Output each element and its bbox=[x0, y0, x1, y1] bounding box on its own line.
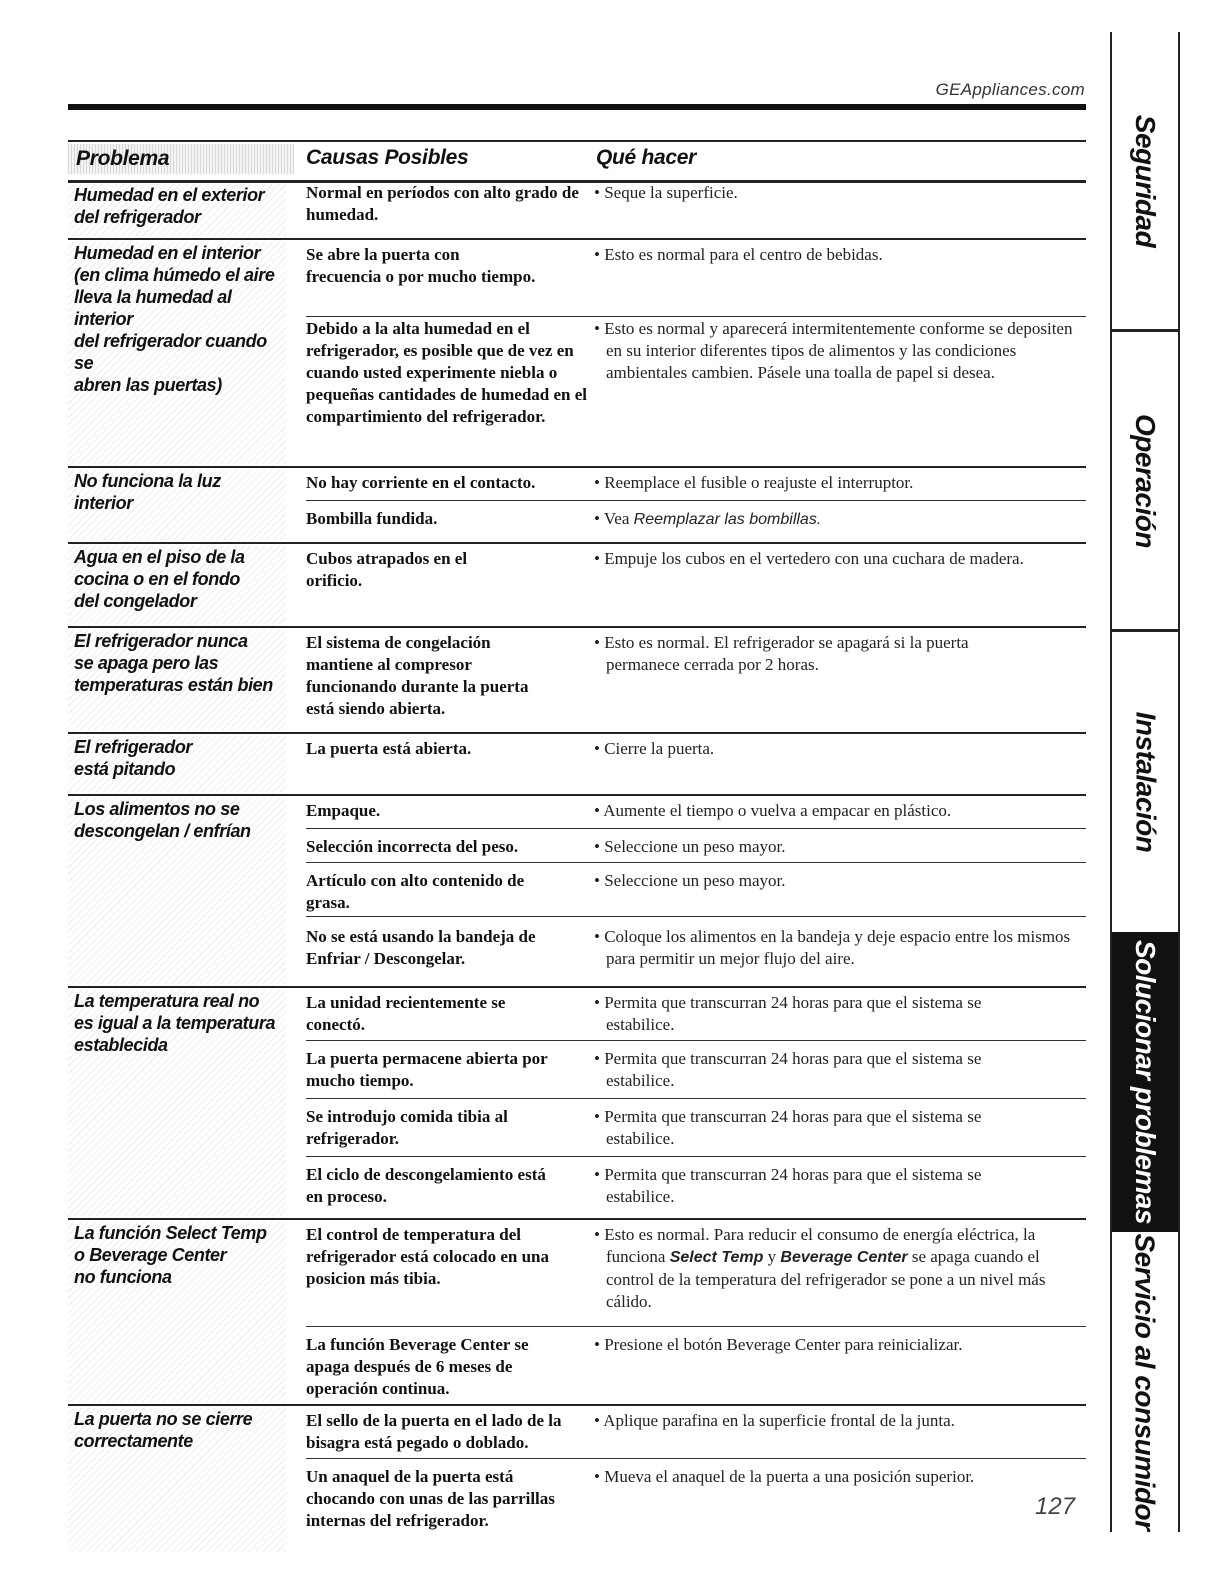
cause-text: El sello de la puerta en el lado de la bisagra está pegado o doblado. bbox=[306, 1411, 562, 1452]
problem-label: La puerta no se cierre correctamente bbox=[68, 1408, 286, 1552]
table-row bbox=[68, 466, 1086, 542]
cause-text: Artículo con alto contenido de grasa. bbox=[306, 871, 525, 912]
fix-text: • Mueva el anaquel de la puerta a una posición superior. bbox=[594, 1466, 1086, 1488]
cause-text: La unidad recientemente se conectó. bbox=[306, 993, 506, 1034]
problem-label: La temperatura real no es igual a la temperatura establecida bbox=[68, 990, 286, 1216]
fix-text: • Esto es normal. Para reducir el consumo de energía eléctrica, la funciona Select Temp y Beverage Center se apaga cuando el control de la temperatura del refrigerador se pone a un nivel más cálido. bbox=[594, 1224, 1064, 1313]
problem-label: El refrigerador nunca se apaga pero las temperaturas están bien bbox=[68, 630, 286, 730]
cause-text: Bombilla fundida. bbox=[306, 509, 438, 528]
fix-text: • Esto es normal y aparecerá intermitentemente conforme se depositen en su interior diferentes tipos de alimentos y las condiciones ambientales cambien. Pásele una toalla de papel si desea. bbox=[594, 318, 1086, 384]
table-row bbox=[68, 1404, 1086, 1554]
table-row bbox=[68, 986, 1086, 1218]
item-divider bbox=[306, 1458, 1086, 1459]
tab-seguridad[interactable]: Seguridad bbox=[1112, 32, 1178, 332]
problem-label: Humedad en el exterior del refrigerador bbox=[68, 184, 286, 236]
item-divider bbox=[306, 1098, 1086, 1099]
cause-text: Empaque. bbox=[306, 801, 381, 820]
fix-text: • Seleccione un peso mayor. bbox=[594, 836, 1086, 858]
row-divider bbox=[68, 1218, 1086, 1220]
cause-text: La función Beverage Center se apaga después de 6 meses de operación continua. bbox=[306, 1335, 529, 1398]
item-divider bbox=[306, 500, 1086, 501]
fix-text: • Seque la superficie. bbox=[594, 182, 1086, 204]
table-header bbox=[68, 140, 1086, 183]
table-row bbox=[68, 238, 1086, 466]
table-row bbox=[68, 626, 1086, 732]
section-tabs bbox=[1110, 32, 1180, 1532]
fix-text: • Cierre la puerta. bbox=[594, 738, 1086, 760]
cause-text: Selección incorrecta del peso. bbox=[306, 837, 519, 856]
item-divider bbox=[306, 862, 1086, 863]
item-divider bbox=[306, 1326, 1086, 1327]
item-divider bbox=[306, 316, 1086, 317]
row-divider bbox=[68, 542, 1086, 544]
table-row bbox=[68, 1218, 1086, 1404]
item-divider bbox=[306, 916, 1086, 917]
cause-text: Cubos atrapados en el orificio. bbox=[306, 549, 468, 590]
tab-instalacion[interactable]: Instalación bbox=[1130, 711, 1162, 853]
row-divider bbox=[68, 794, 1086, 796]
problem-label: El refrigerador está pitando bbox=[68, 736, 286, 792]
problem-label: La función Select Temp o Beverage Center no funciona bbox=[68, 1222, 286, 1402]
fix-text: • Reemplace el fusible o reajuste el interruptor. bbox=[594, 472, 1086, 494]
fix-text: • Esto es normal para el centro de bebidas. bbox=[594, 244, 1086, 266]
row-divider bbox=[68, 986, 1086, 988]
cause-text: El ciclo de descongelamiento está en proceso. bbox=[306, 1165, 546, 1206]
cause-text: Se introdujo comida tibia al refrigerador. bbox=[306, 1107, 508, 1148]
fix-text: • Aplique parafina en la superficie frontal de la junta. bbox=[594, 1410, 1086, 1432]
cause-text: El control de temperatura del refrigerador está colocado en una posicion más tibia. bbox=[306, 1225, 549, 1288]
fix-text: • Presione el botón Beverage Center para reinicializar. bbox=[594, 1334, 1086, 1356]
cause-text: No se está usando la bandeja de Enfriar / Descongelar. bbox=[306, 927, 536, 968]
table-row bbox=[68, 542, 1086, 626]
row-divider bbox=[68, 626, 1086, 628]
table-row bbox=[68, 732, 1086, 794]
fix-text: • Permita que transcurran 24 horas para que el sistema se estabilice. bbox=[594, 1164, 1044, 1208]
row-divider bbox=[68, 466, 1086, 468]
fix-text: • Seleccione un peso mayor. bbox=[594, 870, 1086, 892]
table-row bbox=[68, 794, 1086, 986]
fix-text: • Vea Reemplazar las bombillas. bbox=[594, 508, 1086, 531]
problem-label: Humedad en el interior (en clima húmedo el aire lleva la humedad al interior del refrigerador cuando se abren las puertas) bbox=[68, 242, 286, 464]
header-problem: Problema bbox=[68, 144, 294, 174]
row-divider bbox=[68, 732, 1086, 734]
cause-text: Normal en períodos con alto grado de humedad. bbox=[306, 183, 579, 224]
cause-text: El sistema de congelación mantiene al compresor funcionando durante la puerta está siendo abierta. bbox=[306, 633, 529, 718]
tab-solucionar-problemas[interactable]: Solucionar problemas bbox=[1112, 932, 1178, 1232]
tab-servicio-al-consumidor[interactable]: Servicio al consumidor bbox=[1130, 1233, 1162, 1531]
row-divider bbox=[68, 1404, 1086, 1406]
header-causes: Causas Posibles bbox=[306, 146, 469, 169]
header-action: Qué hacer bbox=[596, 146, 697, 169]
table-row bbox=[68, 180, 1086, 238]
item-divider bbox=[306, 1040, 1086, 1041]
fix-text: • Permita que transcurran 24 horas para que el sistema se estabilice. bbox=[594, 1106, 1044, 1150]
item-divider bbox=[306, 828, 1086, 829]
problem-label: No funciona la luz interior bbox=[68, 470, 286, 540]
fix-text: • Permita que transcurran 24 horas para que el sistema se estabilice. bbox=[594, 1048, 1044, 1092]
fix-text: • Coloque los alimentos en la bandeja y deje espacio entre los mismos para permitir un mejor flujo del aire. bbox=[594, 926, 1086, 970]
fix-text: • Empuje los cubos en el vertedero con una cuchara de madera. bbox=[594, 548, 1044, 570]
fix-text: • Esto es normal. El refrigerador se apagará si la puerta permanece cerrada por 2 horas. bbox=[594, 632, 1014, 676]
problem-label: Los alimentos no se descongelan / enfrían bbox=[68, 798, 286, 984]
cause-text: La puerta permacene abierta por mucho tiempo. bbox=[306, 1049, 548, 1090]
fix-text: • Aumente el tiempo o vuelva a empacar en plástico. bbox=[594, 800, 1086, 822]
page-number: 127 bbox=[1035, 1493, 1076, 1520]
cause-text: La puerta está abierta. bbox=[306, 739, 472, 758]
top-rule bbox=[68, 104, 1086, 110]
row-divider bbox=[68, 238, 1086, 240]
tab-operacion[interactable]: Operación bbox=[1112, 332, 1178, 632]
cause-text: Se abre la puerta con frecuencia o por mucho tiempo. bbox=[306, 245, 536, 286]
cause-text: Debido a la alta humedad en el refrigerador, es posible que de vez en cuando usted experimente niebla o pequeñas cantidades de humedad en el compartimiento del refrigerador. bbox=[306, 319, 588, 426]
fix-text: • Permita que transcurran 24 horas para que el sistema se estabilice. bbox=[594, 992, 1044, 1036]
cause-text: No hay corriente en el contacto. bbox=[306, 473, 536, 492]
cause-text: Un anaquel de la puerta está chocando con unas de las parrillas internas del refrigerador. bbox=[306, 1467, 555, 1530]
item-divider bbox=[306, 1156, 1086, 1157]
problem-label: Agua en el piso de la cocina o en el fondo del congelador bbox=[68, 546, 286, 624]
site-url: GEAppliances.com bbox=[935, 80, 1085, 99]
